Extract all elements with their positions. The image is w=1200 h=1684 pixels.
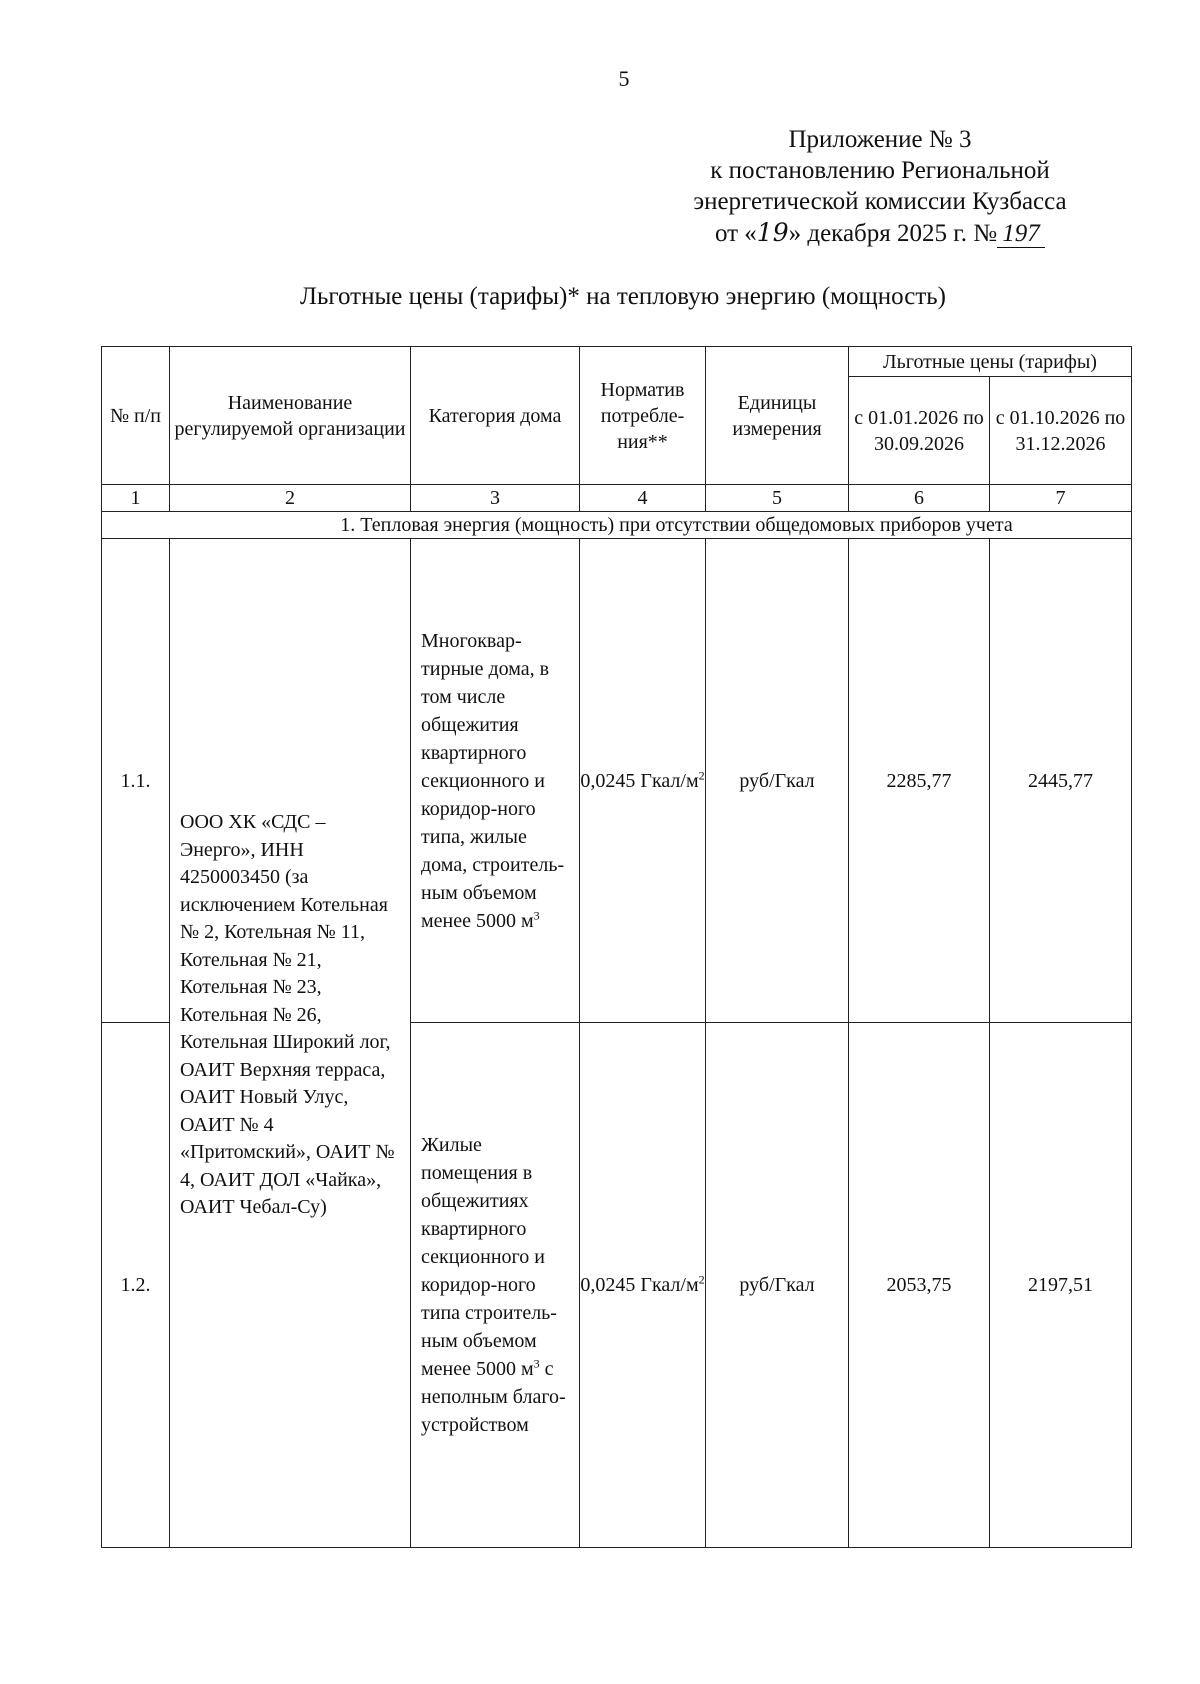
header-organization: Наименование регулируемой организации — [170, 347, 411, 485]
column-number: 5 — [706, 485, 849, 512]
handwritten-number: 197 — [997, 221, 1045, 248]
header-num: № п/п — [102, 347, 170, 485]
header-period-2: с 01.10.2026 по 31.12.2026 — [990, 377, 1132, 485]
norm-cell: 0,0245 Гкал/$м^2$ — [580, 1023, 706, 1548]
column-number: 3 — [411, 485, 580, 512]
date-prefix: от « — [714, 220, 757, 247]
tariff-table — [101, 346, 1132, 1548]
appendix-line-3: энергетической комиссии Кузбасса — [693, 188, 1067, 215]
header-category: Категория дома — [411, 347, 580, 485]
header-row-1 — [102, 347, 1132, 377]
date-mid: » декабря 2025 г. № — [788, 220, 998, 247]
header-prices-group: Льготные цены (тарифы) — [849, 347, 1132, 377]
price-period-2: 2445,77 — [990, 539, 1132, 1023]
column-number: 6 — [849, 485, 990, 512]
category-cell: Жилые помещения в общежитиях квартирного секционного и коридор-ного типа строитель-ным объемом менее 5000 $м^3$ с неполным благо-устройством — [411, 1023, 580, 1548]
page-number: 5 — [618, 66, 630, 91]
document-title: Льготные цены (тарифы)* на тепловую энергию (мощность) — [300, 283, 946, 310]
column-number: 2 — [170, 485, 411, 512]
units-cell: руб/Гкал — [706, 1023, 849, 1548]
appendix-line-2: к постановлению Региональной — [710, 157, 1050, 184]
header-period-1: с 01.01.2026 по 30.09.2026 — [849, 377, 990, 485]
row-number: 1.2. — [102, 1023, 170, 1548]
appendix-header — [600, 124, 1160, 249]
price-period-1: 2053,75 — [849, 1023, 990, 1548]
column-number: 1 — [102, 485, 170, 512]
price-period-2: 2197,51 — [990, 1023, 1132, 1548]
header-norm: Норматив потребле-ния** — [580, 347, 706, 485]
section-title: 1. Тепловая энергия (мощность) при отсутствии общедомовых приборов учета — [102, 512, 1132, 539]
column-number: 4 — [580, 485, 706, 512]
header-units: Единицы измерения — [706, 347, 849, 485]
section-row — [102, 512, 1132, 539]
category-cell: Многоквар-тирные дома, в том числе общежития квартирного секционного и коридор-ного типа, жилые дома, строитель-ным объемом менее 5000 $м^3$ — [411, 539, 580, 1023]
handwritten-day: 19 — [756, 218, 789, 247]
appendix-date-line — [600, 217, 1160, 249]
price-period-1: 2285,77 — [849, 539, 990, 1023]
column-number: 7 — [990, 485, 1132, 512]
column-numbers-row — [102, 485, 1132, 512]
table-row — [102, 539, 1132, 1023]
norm-cell: 0,0245 Гкал/$м^2$ — [580, 539, 706, 1023]
units-cell: руб/Гкал — [706, 539, 849, 1023]
organization-name: ООО ХК «СДС – Энерго», ИНН 4250003450 (за исключением Котельная № 2, Котельная № 11, Котельная № 21, Котельная № 23, Котельная № 26, Котельная Широкий лог, ОАИТ Верхняя терраса, ОАИТ Новый Улус, ОАИТ № 4 «Притомский», ОАИТ № 4, ОАИТ ДОЛ «Чайка», ОАИТ Чебал-Су) — [180, 811, 395, 1218]
organization-cell — [170, 539, 411, 1548]
appendix-line-1: Приложение № 3 — [788, 126, 972, 153]
row-number: 1.1. — [102, 539, 170, 1023]
